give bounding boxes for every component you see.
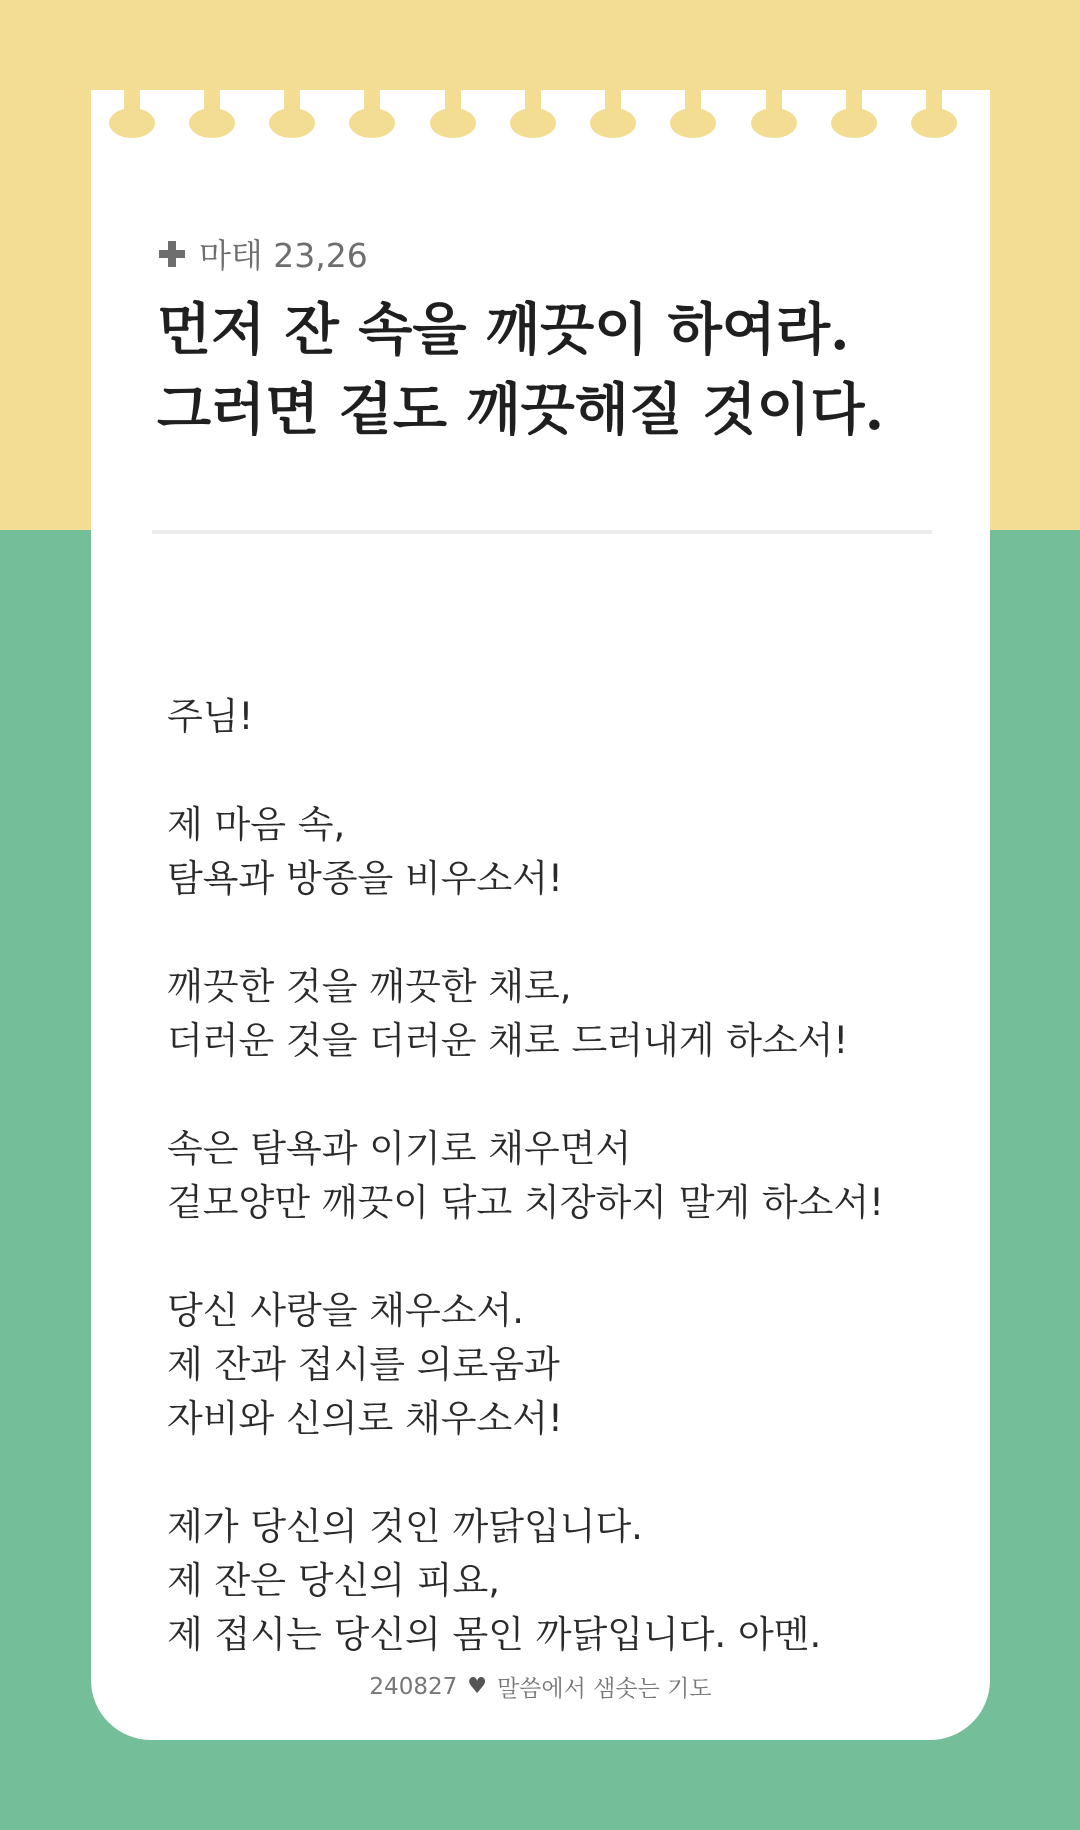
reference-text: 마태 23,26 xyxy=(199,236,368,275)
binding-hole xyxy=(510,108,556,138)
divider xyxy=(152,530,932,534)
prayer-line: 제가 당신의 것인 까닭입니다. xyxy=(167,1505,643,1548)
prayer-line: 제 접시는 당신의 몸인 까닭입니다. 아멘. xyxy=(167,1613,822,1656)
prayer-text xyxy=(167,690,927,1662)
verse-line: 먼저 잔 속을 깨끗이 하여라. xyxy=(157,297,850,363)
prayer-line: 깨끗한 것을 깨끗한 채로, xyxy=(167,965,572,1008)
binding-hole xyxy=(831,108,877,138)
binding-hole xyxy=(269,108,315,138)
cross-icon xyxy=(159,241,185,267)
footer-date: 240827 xyxy=(369,1673,458,1700)
binding-hole xyxy=(911,108,957,138)
footer-caption: 말씀에서 샘솟는 기도 xyxy=(496,1676,712,1702)
heart-icon: ♥ xyxy=(467,1674,487,1699)
notepad-card xyxy=(91,90,990,1740)
binding-hole xyxy=(751,108,797,138)
scripture-reference xyxy=(159,230,368,277)
binding-hole xyxy=(189,108,235,138)
binding-hole xyxy=(109,108,155,138)
prayer-line: 제 마음 속, xyxy=(167,803,346,846)
prayer-line: 자비와 신의로 채우소서! xyxy=(167,1397,563,1440)
prayer-line: 탐욕과 방종을 비우소서! xyxy=(167,857,563,900)
prayer-line: 겉모양만 깨끗이 닦고 치장하지 말게 하소서! xyxy=(167,1181,884,1224)
prayer-line: 제 잔은 당신의 피요, xyxy=(167,1559,500,1602)
footer xyxy=(91,1670,990,1703)
binding-hole xyxy=(670,108,716,138)
prayer-line: 제 잔과 접시를 의로움과 xyxy=(167,1343,560,1386)
verse-quote xyxy=(157,290,957,450)
prayer-line: 속은 탐욕과 이기로 채우면서 xyxy=(167,1127,632,1170)
binding-hole xyxy=(349,108,395,138)
prayer-line: 주님! xyxy=(167,695,254,738)
prayer-line: 더러운 것을 더러운 채로 드러내게 하소서! xyxy=(167,1019,849,1062)
prayer-line: 당신 사랑을 채우소서. xyxy=(167,1289,524,1332)
binding-hole xyxy=(430,108,476,138)
verse-line: 그러면 겉도 깨끗해질 것이다. xyxy=(157,377,885,443)
binding-hole xyxy=(590,108,636,138)
notepad-binding xyxy=(91,90,990,150)
